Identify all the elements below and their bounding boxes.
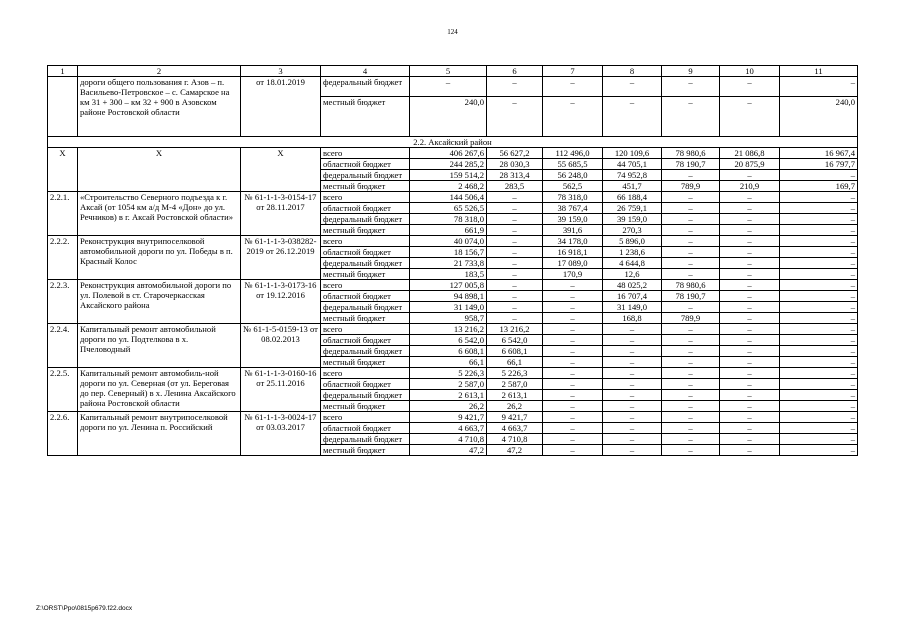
table-row [48,412,858,423]
funding-source-cell: областной бюджет [321,203,410,214]
value-cell: 170,9 [543,269,603,280]
value-cell: 66,1 [487,357,543,368]
value-cell: – [720,346,780,357]
value-cell: – [603,77,662,97]
object-name-cell: дороги общего пользования г. Азов – п. Васильево-Петровское – с. Самарское на км 31 + 300 – км 32 + 900 в Азовском районе Ростовской области [78,77,241,137]
value-cell: 55 685,5 [543,159,603,170]
value-cell: – [662,390,720,401]
funding-source-cell: федеральный бюджет [321,434,410,445]
value-cell: 789,9 [662,313,720,324]
value-cell: 127 005,8 [410,280,487,291]
value-cell: 789,9 [662,181,720,192]
value-cell: 169,7 [780,181,858,192]
value-cell: 2 468,2 [410,181,487,192]
value-cell: 47,2 [410,445,487,456]
value-cell: – [662,346,720,357]
funding-source-cell: всего [321,324,410,335]
funding-source-cell: всего [321,368,410,379]
value-cell: 18 156,7 [410,247,487,258]
value-cell: – [603,357,662,368]
value-cell: – [603,335,662,346]
value-cell: 21 086,8 [720,148,780,159]
document-cell: № 61-1-5-0159-13 от 08.02.2013 [241,324,321,368]
funding-source-cell: федеральный бюджет [321,390,410,401]
number-cell: 2.2.2. [48,236,78,280]
value-cell: – [662,434,720,445]
value-cell: 13 216,2 [410,324,487,335]
value-cell: – [720,423,780,434]
value-cell: – [720,258,780,269]
value-cell: – [487,236,543,247]
value-cell: – [780,390,858,401]
value-cell: 47,2 [487,445,543,456]
document-cell: № 61-1-1-3-0160-16 от 25.11.2016 [241,368,321,412]
value-cell: – [780,335,858,346]
document-cell: от 18.01.2019 [241,77,321,137]
value-cell: – [662,269,720,280]
value-cell: 17 089,0 [543,258,603,269]
funding-source-cell: областной бюджет [321,335,410,346]
value-cell: – [662,236,720,247]
value-cell: – [603,434,662,445]
value-cell: 26,2 [410,401,487,412]
table-row [48,280,858,291]
value-cell: – [543,368,603,379]
funding-source-cell: федеральный бюджет [321,170,410,181]
funding-source-cell: федеральный бюджет [321,77,410,97]
number-cell: 2.2.5. [48,368,78,412]
value-cell: 451,7 [603,181,662,192]
number-cell: 2.2.6. [48,412,78,456]
value-cell: – [487,97,543,137]
value-cell: – [487,258,543,269]
value-cell: – [487,203,543,214]
value-cell: – [543,291,603,302]
value-cell: 78 980,6 [662,148,720,159]
value-cell: 5 226,3 [410,368,487,379]
object-name-cell: Х [78,148,241,192]
value-cell: 270,3 [603,225,662,236]
value-cell: – [780,192,858,203]
value-cell: – [720,77,780,97]
value-cell: – [780,445,858,456]
value-cell: 661,9 [410,225,487,236]
value-cell: – [487,214,543,225]
value-cell: – [720,412,780,423]
value-cell: 159 514,2 [410,170,487,181]
value-cell: 65 526,5 [410,203,487,214]
table-row [48,148,858,159]
funding-source-cell: областной бюджет [321,423,410,434]
funding-source-cell: местный бюджет [321,269,410,280]
table-row [48,236,858,247]
value-cell: 4 644,8 [603,258,662,269]
value-cell: – [543,423,603,434]
document-cell: № 61-1-1-3-0024-17 от 03.03.2017 [241,412,321,456]
value-cell: – [603,423,662,434]
value-cell: – [662,225,720,236]
document-cell: № 61-1-1-3-0173-16 от 19.12.2016 [241,280,321,324]
table-row [48,368,858,379]
value-cell: – [487,291,543,302]
value-cell: – [543,357,603,368]
value-cell: 78 980,6 [662,280,720,291]
value-cell: – [720,203,780,214]
number-cell [48,77,78,137]
value-cell: – [720,192,780,203]
value-cell: – [780,346,858,357]
value-cell: – [543,335,603,346]
value-cell: – [720,302,780,313]
value-cell: 1 238,6 [603,247,662,258]
value-cell: – [780,170,858,181]
document-cell: № 61-1-1-3-038282-2019 от 26.12.2019 [241,236,321,280]
value-cell: 28 313,4 [487,170,543,181]
value-cell: – [603,379,662,390]
value-cell: 38 767,4 [543,203,603,214]
value-cell: – [720,379,780,390]
value-cell: 34 178,0 [543,236,603,247]
value-cell: 44 705,1 [603,159,662,170]
value-cell: – [662,247,720,258]
value-cell: – [662,170,720,181]
object-name-cell: Реконструкция автомобильной дороги по ул. Полевой в ст. Старочеркасская Аксайского района [78,280,241,324]
table-row [48,324,858,335]
value-cell: – [603,368,662,379]
value-cell: 144 506,4 [410,192,487,203]
value-cell: – [543,445,603,456]
value-cell: – [543,412,603,423]
value-cell: – [720,313,780,324]
funding-source-cell: федеральный бюджет [321,302,410,313]
value-cell: – [543,434,603,445]
object-name-cell: Реконструкция внутрипоселковой автомобильной дороги по ул. Победы в п. Красный Колос [78,236,241,280]
value-cell: – [780,379,858,390]
value-cell: 39 159,0 [543,214,603,225]
value-cell: – [603,346,662,357]
number-cell: 2.2.1. [48,192,78,236]
value-cell: – [662,324,720,335]
funding-source-cell: местный бюджет [321,225,410,236]
value-cell: – [780,401,858,412]
value-cell: 20 875,9 [720,159,780,170]
value-cell: – [720,390,780,401]
value-cell: – [720,368,780,379]
value-cell: – [720,324,780,335]
value-cell: 244 285,2 [410,159,487,170]
funding-source-cell: всего [321,148,410,159]
funding-source-cell: всего [321,280,410,291]
value-cell: 78 190,7 [662,291,720,302]
value-cell: 31 149,0 [603,302,662,313]
value-cell: – [780,258,858,269]
value-cell: 406 267,6 [410,148,487,159]
column-header: 6 [487,66,543,77]
value-cell: 4 663,7 [487,423,543,434]
object-name-cell: Капитальный ремонт автомобильной дороги по ул. Подтелкова в х. Пчеловодный [78,324,241,368]
funding-source-cell: местный бюджет [321,445,410,456]
column-header: 7 [543,66,603,77]
funding-source-cell: областной бюджет [321,247,410,258]
value-cell: 183,5 [410,269,487,280]
column-header: 10 [720,66,780,77]
value-cell: 39 159,0 [603,214,662,225]
value-cell: – [720,434,780,445]
funding-source-cell: местный бюджет [321,313,410,324]
value-cell: 66,1 [410,357,487,368]
value-cell: – [720,280,780,291]
value-cell: 120 109,6 [603,148,662,159]
value-cell: – [487,77,543,97]
value-cell: – [662,77,720,97]
value-cell: – [543,379,603,390]
value-cell: – [720,97,780,137]
value-cell: – [720,291,780,302]
value-cell: – [487,280,543,291]
value-cell: – [543,401,603,412]
value-cell: – [720,357,780,368]
value-cell: 2 587,0 [487,379,543,390]
number-cell: 2.2.4. [48,324,78,368]
value-cell: 56 248,0 [543,170,603,181]
column-header-row [48,66,858,77]
value-cell: – [662,445,720,456]
value-cell: – [720,225,780,236]
value-cell: 391,6 [543,225,603,236]
value-cell: – [603,445,662,456]
value-cell: – [720,269,780,280]
value-cell: 958,7 [410,313,487,324]
funding-source-cell: всего [321,192,410,203]
value-cell: – [780,357,858,368]
funding-source-cell: местный бюджет [321,181,410,192]
value-cell: 9 421,7 [410,412,487,423]
value-cell: – [662,302,720,313]
column-header: 8 [603,66,662,77]
value-cell: 78 190,7 [662,159,720,170]
financing-table [47,65,858,456]
value-cell: – [662,379,720,390]
value-cell: – [720,445,780,456]
value-cell: 74 952,8 [603,170,662,181]
value-cell: – [487,192,543,203]
column-header: 9 [662,66,720,77]
value-cell: 48 025,2 [603,280,662,291]
document-cell: Х [241,148,321,192]
column-header: 4 [321,66,410,77]
value-cell: 6 608,1 [487,346,543,357]
value-cell: – [662,357,720,368]
value-cell: – [780,302,858,313]
column-header: 2 [78,66,241,77]
funding-source-cell: областной бюджет [321,379,410,390]
value-cell: – [543,302,603,313]
value-cell: – [780,434,858,445]
value-cell: – [780,368,858,379]
table-row [48,192,858,203]
value-cell: 16 797,7 [780,159,858,170]
value-cell: – [543,390,603,401]
value-cell: 168,8 [603,313,662,324]
value-cell: – [780,412,858,423]
value-cell: 2 613,1 [410,390,487,401]
funding-source-cell: федеральный бюджет [321,346,410,357]
value-cell: – [487,313,543,324]
value-cell: 13 216,2 [487,324,543,335]
value-cell: 2 587,0 [410,379,487,390]
value-cell: 6 542,0 [487,335,543,346]
value-cell: – [720,335,780,346]
value-cell: – [720,247,780,258]
value-cell: – [780,225,858,236]
value-cell: – [720,401,780,412]
value-cell: – [780,236,858,247]
value-cell: – [603,324,662,335]
value-cell: – [780,214,858,225]
value-cell: 283,5 [487,181,543,192]
section-title-row [48,137,858,148]
value-cell: 5 226,3 [487,368,543,379]
section-title: 2.2. Аксайский район [48,137,858,148]
value-cell: 78 318,0 [543,192,603,203]
value-cell: 240,0 [780,97,858,137]
value-cell: 31 149,0 [410,302,487,313]
value-cell: – [543,324,603,335]
value-cell: – [487,302,543,313]
value-cell: – [543,280,603,291]
value-cell: 66 188,4 [603,192,662,203]
value-cell: 94 898,1 [410,291,487,302]
value-cell: 40 074,0 [410,236,487,247]
value-cell: – [720,236,780,247]
value-cell: – [662,401,720,412]
value-cell: 2 613,1 [487,390,543,401]
funding-source-cell: всего [321,412,410,423]
table-row [48,77,858,97]
value-cell: 4 710,8 [410,434,487,445]
value-cell: – [543,313,603,324]
column-header: 5 [410,66,487,77]
value-cell: 4 663,7 [410,423,487,434]
value-cell: – [780,324,858,335]
funding-source-cell: областной бюджет [321,159,410,170]
value-cell: – [662,192,720,203]
value-cell: 6 608,1 [410,346,487,357]
funding-source-cell: местный бюджет [321,401,410,412]
value-cell: – [410,77,487,97]
value-cell: – [662,335,720,346]
value-cell: – [543,97,603,137]
value-cell: – [780,280,858,291]
page-number: 124 [447,28,458,36]
value-cell: 16 918,1 [543,247,603,258]
value-cell: 112 496,0 [543,148,603,159]
value-cell: 5 896,0 [603,236,662,247]
value-cell: – [603,401,662,412]
value-cell: – [720,214,780,225]
value-cell: – [780,269,858,280]
value-cell: – [662,412,720,423]
value-cell: – [780,313,858,324]
value-cell: 9 421,7 [487,412,543,423]
value-cell: – [780,203,858,214]
value-cell: 6 542,0 [410,335,487,346]
funding-source-cell: федеральный бюджет [321,258,410,269]
value-cell: – [487,247,543,258]
value-cell: – [780,291,858,302]
value-cell: – [603,97,662,137]
funding-source-cell: местный бюджет [321,357,410,368]
value-cell: – [662,258,720,269]
value-cell: – [780,423,858,434]
funding-source-cell: всего [321,236,410,247]
value-cell: 562,5 [543,181,603,192]
value-cell: – [780,247,858,258]
value-cell: – [487,269,543,280]
value-cell: 26,2 [487,401,543,412]
value-cell: – [662,423,720,434]
object-name-cell: «Строительство Северного подъезда к г. Аксай (от 1054 км а/д М-4 «Дон» до ул. Речников) в г. Аксай Ростовской области» [78,192,241,236]
value-cell: – [603,412,662,423]
value-cell: 56 627,2 [487,148,543,159]
column-header: 3 [241,66,321,77]
column-header: 11 [780,66,858,77]
file-path-footer: Z:\ORST\Ppo\0815p679.f22.docx [36,605,133,612]
column-header: 1 [48,66,78,77]
value-cell: 12,6 [603,269,662,280]
value-cell: – [720,170,780,181]
object-name-cell: Капитальный ремонт автомобиль-ной дороги по ул. Северная (от ул. Береговая до пер. Северный) в х. Ленина Аксайского района Ростовской области [78,368,241,412]
value-cell: – [662,368,720,379]
value-cell: 28 030,3 [487,159,543,170]
funding-source-cell: федеральный бюджет [321,214,410,225]
value-cell: 210,9 [720,181,780,192]
value-cell: – [780,77,858,97]
value-cell: – [543,346,603,357]
value-cell: 240,0 [410,97,487,137]
value-cell: – [662,97,720,137]
value-cell: 4 710,8 [487,434,543,445]
value-cell: – [543,77,603,97]
number-cell: Х [48,148,78,192]
value-cell: 26 759,1 [603,203,662,214]
value-cell: – [662,203,720,214]
value-cell: – [662,214,720,225]
number-cell: 2.2.3. [48,280,78,324]
value-cell: – [487,225,543,236]
value-cell: 16 707,4 [603,291,662,302]
value-cell: 21 733,8 [410,258,487,269]
funding-source-cell: местный бюджет [321,97,410,137]
object-name-cell: Капитальный ремонт внутрипоселковой дороги по ул. Ленина п. Российский [78,412,241,456]
value-cell: 16 967,4 [780,148,858,159]
document-cell: № 61-1-1-3-0154-17 от 28.11.2017 [241,192,321,236]
value-cell: 78 318,0 [410,214,487,225]
value-cell: – [603,390,662,401]
funding-source-cell: областной бюджет [321,291,410,302]
